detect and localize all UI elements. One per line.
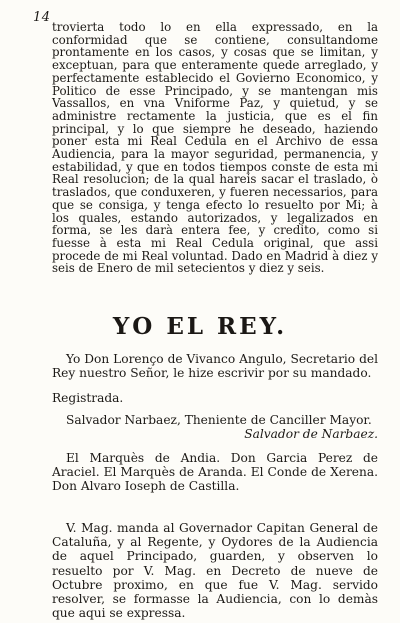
closing-summary-paragraph: V. Mag. manda al Governador Capitan General de Cataluña, y al Regente, y Oydores de la Audiencia de aquel Principado, guarden, y observen lo resuelto por V. Mag. en Decreto de nueve de Octubre proximo, en que fue V. Mag. servido resolver, se formasse la Audiencia, con lo demàs que aqui se expressa. xyxy=(52,521,378,621)
secretary-attestation: Yo Don Lorenço de Vivanco Angulo, Secretario del Rey nuestro Señor, le hize escrivir por su mandado. xyxy=(52,352,378,380)
chancellor-line: Salvador Narbaez, Theniente de Canciller Mayor. xyxy=(66,413,372,427)
chancellor-block xyxy=(52,413,378,441)
decree-body-paragraph: trovierta todo lo en ella expressado, en la conformidad que se contiene, consultandome prontamente en los casos, y cosas que se limitan, y exceptuan, para que enteramente quede arreglado, y perfectamente establecido el Govierno Economico, y Politico de esse Principado, y se mantengan mis Vassallos, en vna Vniforme Paz, y quietud, y se administre rectamente la justicia, que es el fin principal, y lo que siempre he deseado, haziendo poner esta mi Real Cedula en el Archivo de essa Audiencia, para la mayor seguridad, permanencia, y estabilidad, y que en todos tiempos conste de esta mi Real resolucion; de la qual hareis sacar el traslado, ò traslados, que conduxeren, y fueren necessarios, para que se consiga, y tenga efecto lo resuelto por Mi; à los quales, estando autorizados, y legalizados en forma, se les darà entera fee, y credito, como si fuesse à esta mi Real Cedula original, que assi procede de mi Real voluntad. Dado en Madrid à diez y seis de Enero de mil setecientos y diez y seis. xyxy=(52,20,378,276)
chancellor-signature: Salvador de Narbaez. xyxy=(244,427,378,441)
council-members-list: El Marquès de Andia. Don Garcia Perez de Araciel. El Marquès de Aranda. El Conde de Xerena. Don Alvaro Ioseph de Castilla. xyxy=(52,451,378,493)
page-number: 14 xyxy=(33,10,51,25)
registration-note: Registrada. xyxy=(52,391,124,405)
royal-signature-heading: YO EL REY. xyxy=(112,313,288,340)
